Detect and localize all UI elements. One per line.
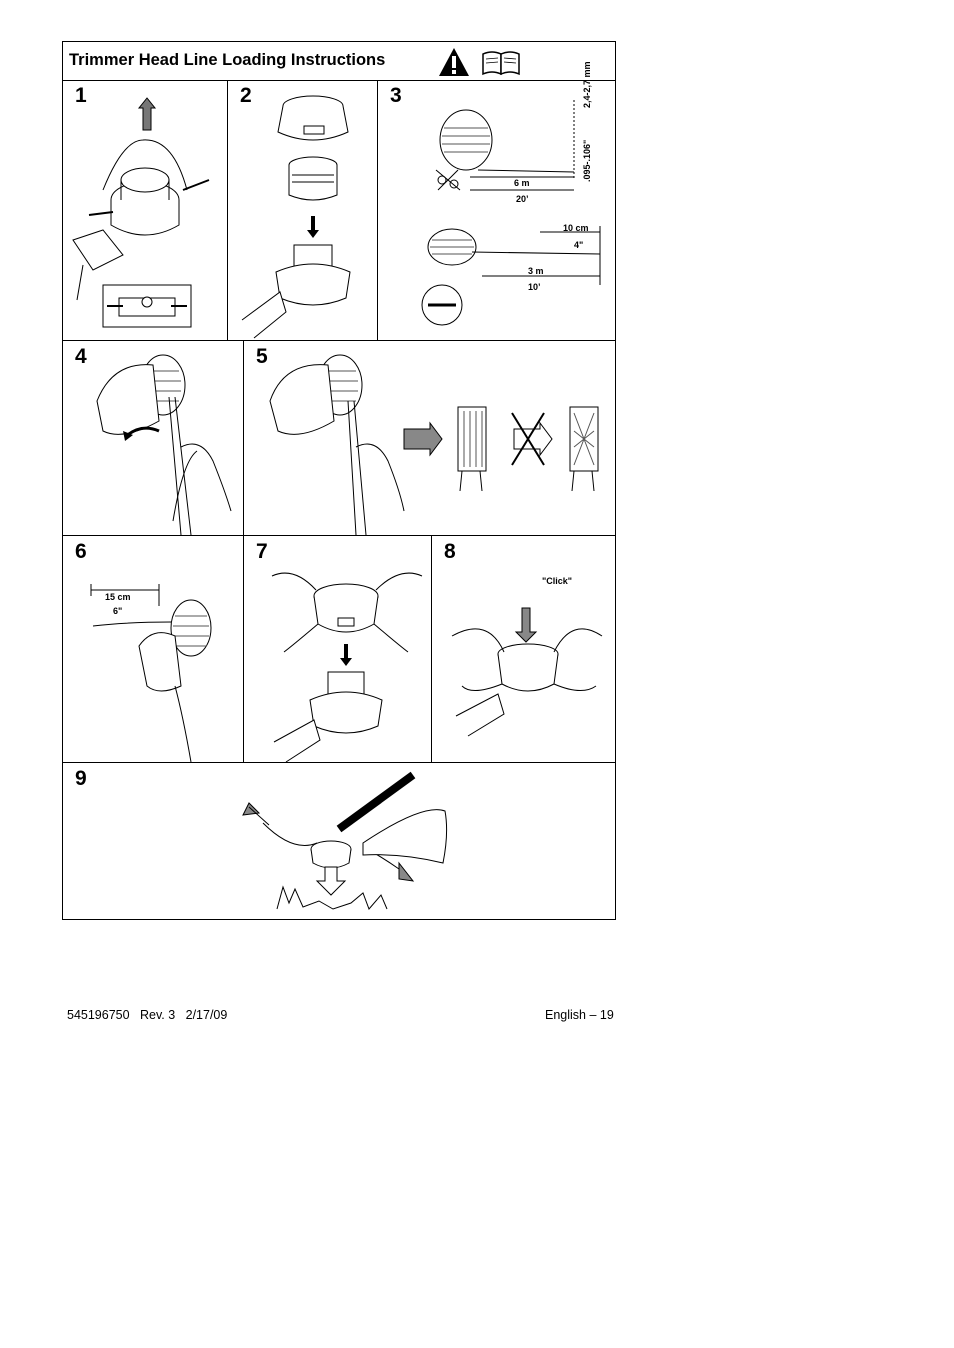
- line-measure-illustration: [378, 80, 615, 340]
- step-9: [63, 763, 615, 919]
- step-1: [63, 80, 227, 340]
- step-number: 8: [444, 540, 456, 563]
- line-length-ft: 20’: [516, 194, 529, 204]
- secure-length-in: 6": [113, 606, 123, 616]
- press-click-illustration: [432, 536, 615, 762]
- revision: Rev. 3: [140, 1008, 176, 1022]
- step-number: 6: [75, 540, 87, 563]
- step-5: [244, 341, 615, 535]
- part-number: 545196750: [67, 1008, 130, 1022]
- page-number: English – 19: [545, 1008, 614, 1022]
- secure-line-illustration: [63, 536, 243, 762]
- step-number: 2: [240, 84, 252, 107]
- manual-book-icon: [481, 50, 523, 76]
- line-diameter-mm: 2,4-2,7 mm: [582, 61, 592, 108]
- instruction-panel: [62, 41, 616, 920]
- end-length-cm: 10 cm: [563, 223, 589, 233]
- bump-feed-illustration: [63, 763, 615, 919]
- step-2: [228, 80, 377, 340]
- split-length-ft: 10’: [528, 282, 541, 292]
- reassemble-illustration: [244, 536, 431, 762]
- step-number: 5: [256, 345, 268, 368]
- footer-left: [67, 1008, 227, 1022]
- step-number: 4: [75, 345, 87, 368]
- step-number: 7: [256, 540, 268, 563]
- step-4: [63, 341, 243, 535]
- spool-removal-illustration: [63, 80, 227, 340]
- insert-line-illustration: [63, 341, 243, 535]
- warning-icon: [437, 46, 471, 78]
- revision-date: 2/17/09: [185, 1008, 228, 1022]
- line-length-m: 6 m: [514, 178, 530, 188]
- line-diameter-in: .095-.106": [582, 139, 592, 182]
- end-length-in: 4": [574, 240, 584, 250]
- step-7: [244, 536, 431, 762]
- step-8: [432, 536, 615, 762]
- step-6: [63, 536, 243, 762]
- click-label: "Click": [542, 576, 573, 586]
- page-title: Trimmer Head Line Loading Instructions: [69, 51, 386, 69]
- step-3: [378, 61, 615, 340]
- panel-header: [63, 42, 615, 81]
- split-length-m: 3 m: [528, 266, 544, 276]
- step-number: 9: [75, 767, 87, 790]
- secure-length-cm: 15 cm: [105, 592, 131, 602]
- step-number: 3: [390, 84, 402, 107]
- head-disassembly-illustration: [228, 80, 377, 340]
- step-number: 1: [75, 84, 87, 107]
- wind-line-illustration: [244, 341, 615, 535]
